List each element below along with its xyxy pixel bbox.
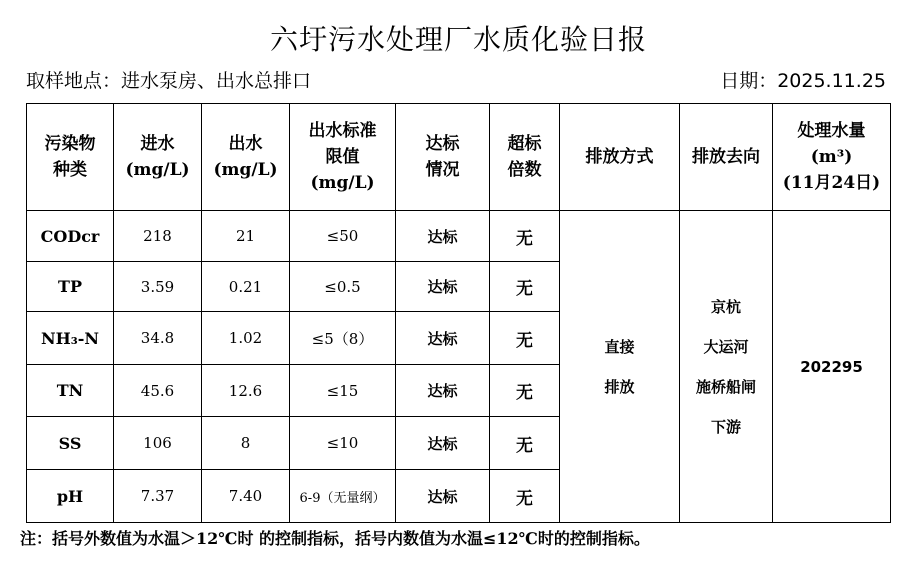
cell-name: TP: [27, 262, 114, 312]
discharge-dest-cell: 京杭 大运河 施桥船闸 下游: [680, 211, 773, 523]
cell-name: CODcr: [27, 211, 114, 262]
cell-limit: ≤15: [290, 365, 396, 417]
cell-status: 达标: [396, 262, 490, 312]
cell-outflow: 1.02: [202, 312, 290, 365]
discharge-method-cell: 直接 排放: [560, 211, 680, 523]
cell-exceed: 无: [490, 470, 560, 523]
report-date: 日期：2025.11.25: [720, 70, 886, 92]
cell-name: pH: [27, 470, 114, 523]
cell-inflow: 106: [114, 417, 202, 470]
cell-exceed: 无: [490, 211, 560, 262]
cell-status: 达标: [396, 365, 490, 417]
header-inflow: 进水 (mg/L): [114, 104, 202, 211]
header-discharge-dest: 排放去向: [680, 104, 773, 211]
cell-exceed: 无: [490, 365, 560, 417]
cell-inflow: 45.6: [114, 365, 202, 417]
cell-name: SS: [27, 417, 114, 470]
cell-outflow: 0.21: [202, 262, 290, 312]
cell-inflow: 218: [114, 211, 202, 262]
report-title: 六圩污水处理厂水质化验日报: [269, 23, 647, 56]
header-status: 达标 情况: [396, 104, 490, 211]
sampling-location: 取样地点：进水泵房、出水总排口: [26, 70, 312, 92]
header-limit: 出水标准 限值 (mg/L): [290, 104, 396, 211]
water-quality-table: [26, 103, 891, 523]
cell-outflow: 21: [202, 211, 290, 262]
cell-limit: 6-9（无量纲）: [290, 470, 396, 523]
cell-outflow: 7.40: [202, 470, 290, 523]
cell-name: NH₃-N: [27, 312, 114, 365]
volume-value: 202295: [773, 211, 891, 523]
cell-limit: ≤10: [290, 417, 396, 470]
cell-outflow: 12.6: [202, 365, 290, 417]
cell-exceed: 无: [490, 262, 560, 312]
cell-status: 达标: [396, 211, 490, 262]
header-exceed: 超标 倍数: [490, 104, 560, 211]
cell-status: 达标: [396, 470, 490, 523]
cell-outflow: 8: [202, 417, 290, 470]
cell-inflow: 34.8: [114, 312, 202, 365]
cell-limit: ≤5（8）: [290, 312, 396, 365]
footnote: 注：括号外数值为水温＞12℃时 的控制指标，括号内数值为水温≤12℃时的控制指标。: [20, 529, 650, 548]
cell-exceed: 无: [490, 312, 560, 365]
header-discharge-method: 排放方式: [560, 104, 680, 211]
cell-inflow: 7.37: [114, 470, 202, 523]
header-row: [27, 104, 891, 211]
cell-status: 达标: [396, 417, 490, 470]
table-row: [27, 211, 891, 262]
cell-inflow: 3.59: [114, 262, 202, 312]
header-outflow: 出水 (mg/L): [202, 104, 290, 211]
header-volume: 处理水量 (m³) (11月24日): [773, 104, 891, 211]
cell-limit: ≤0.5: [290, 262, 396, 312]
header-pollutant: 污染物 种类: [27, 104, 114, 211]
cell-status: 达标: [396, 312, 490, 365]
cell-name: TN: [27, 365, 114, 417]
cell-exceed: 无: [490, 417, 560, 470]
cell-limit: ≤50: [290, 211, 396, 262]
